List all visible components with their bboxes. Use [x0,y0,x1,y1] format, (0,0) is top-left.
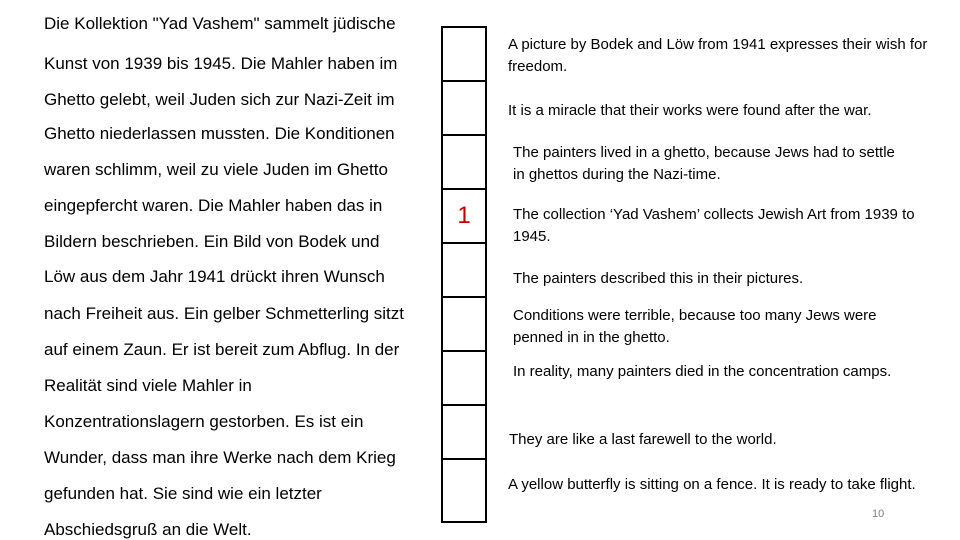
german-text-line: Bildern beschrieben. Ein Bild von Bodek und [44,232,380,251]
german-text-line: Wunder, dass man ihre Werke nach dem Krieg [44,448,396,467]
answer-box[interactable]: 1 [443,190,485,244]
english-statement: In reality, many painters died in the concentration camps. [513,363,892,380]
page-number: 10 [872,508,885,520]
german-text-line: gefunden hat. Sie sind wie ein letzter [44,484,322,503]
answer-box[interactable] [443,460,485,521]
english-statement: They are like a last farewell to the world. [509,431,777,448]
german-text-line: nach Freiheit aus. Ein gelber Schmetterling sitzt [44,304,405,323]
answer-box[interactable] [443,298,485,352]
german-text-line: Ghetto gelebt, weil Juden sich zur Nazi-Zeit im [44,90,395,109]
german-text-line: auf einem Zaun. Er ist bereit zum Abflug. In der [44,340,400,359]
answer-box[interactable] [443,406,485,460]
english-statement: The collection ‘Yad Vashem’ collects Jewish Art from 1939 to 1945. [513,206,915,245]
german-text-line: eingepfercht waren. Die Mahler haben das in [44,196,383,215]
german-text-line: Konzentrationslagern gestorben. Es ist ein [44,412,364,431]
answer-box[interactable] [443,352,485,406]
german-text-line: Ghetto niederlassen mussten. Die Konditionen [44,124,395,143]
answer-box[interactable] [443,136,485,190]
english-statement: A picture by Bodek and Löw from 1941 expresses their wish for freedom. [508,36,928,75]
english-statement: Conditions were terrible, because too many Jews were penned in in the ghetto. [513,307,877,346]
english-statement: The painters described this in their pictures. [513,270,804,287]
german-text-line: Realität sind viele Mahler in [44,376,252,395]
answer-box-column [441,26,487,523]
english-statement: The painters lived in a ghetto, because Jews had to settle in ghettos during the Nazi-time. [513,144,895,183]
english-statement: It is a miracle that their works were found after the war. [508,102,872,119]
german-text-line: Die Kollektion "Yad Vashem" sammelt jüdische [44,14,396,33]
answer-box[interactable] [443,82,485,136]
answer-box[interactable] [443,28,485,82]
german-text-line: Abschiedsgruß an die Welt. [44,520,252,539]
german-text-line: waren schlimm, weil zu viele Juden im Ghetto [44,160,388,179]
german-text-line: Kunst von 1939 bis 1945. Die Mahler haben im [44,54,398,73]
english-statement: A yellow butterfly is sitting on a fence. It is ready to take flight. [508,476,916,493]
german-text-line: Löw aus dem Jahr 1941 drückt ihren Wunsch [44,267,385,286]
answer-box[interactable] [443,244,485,298]
